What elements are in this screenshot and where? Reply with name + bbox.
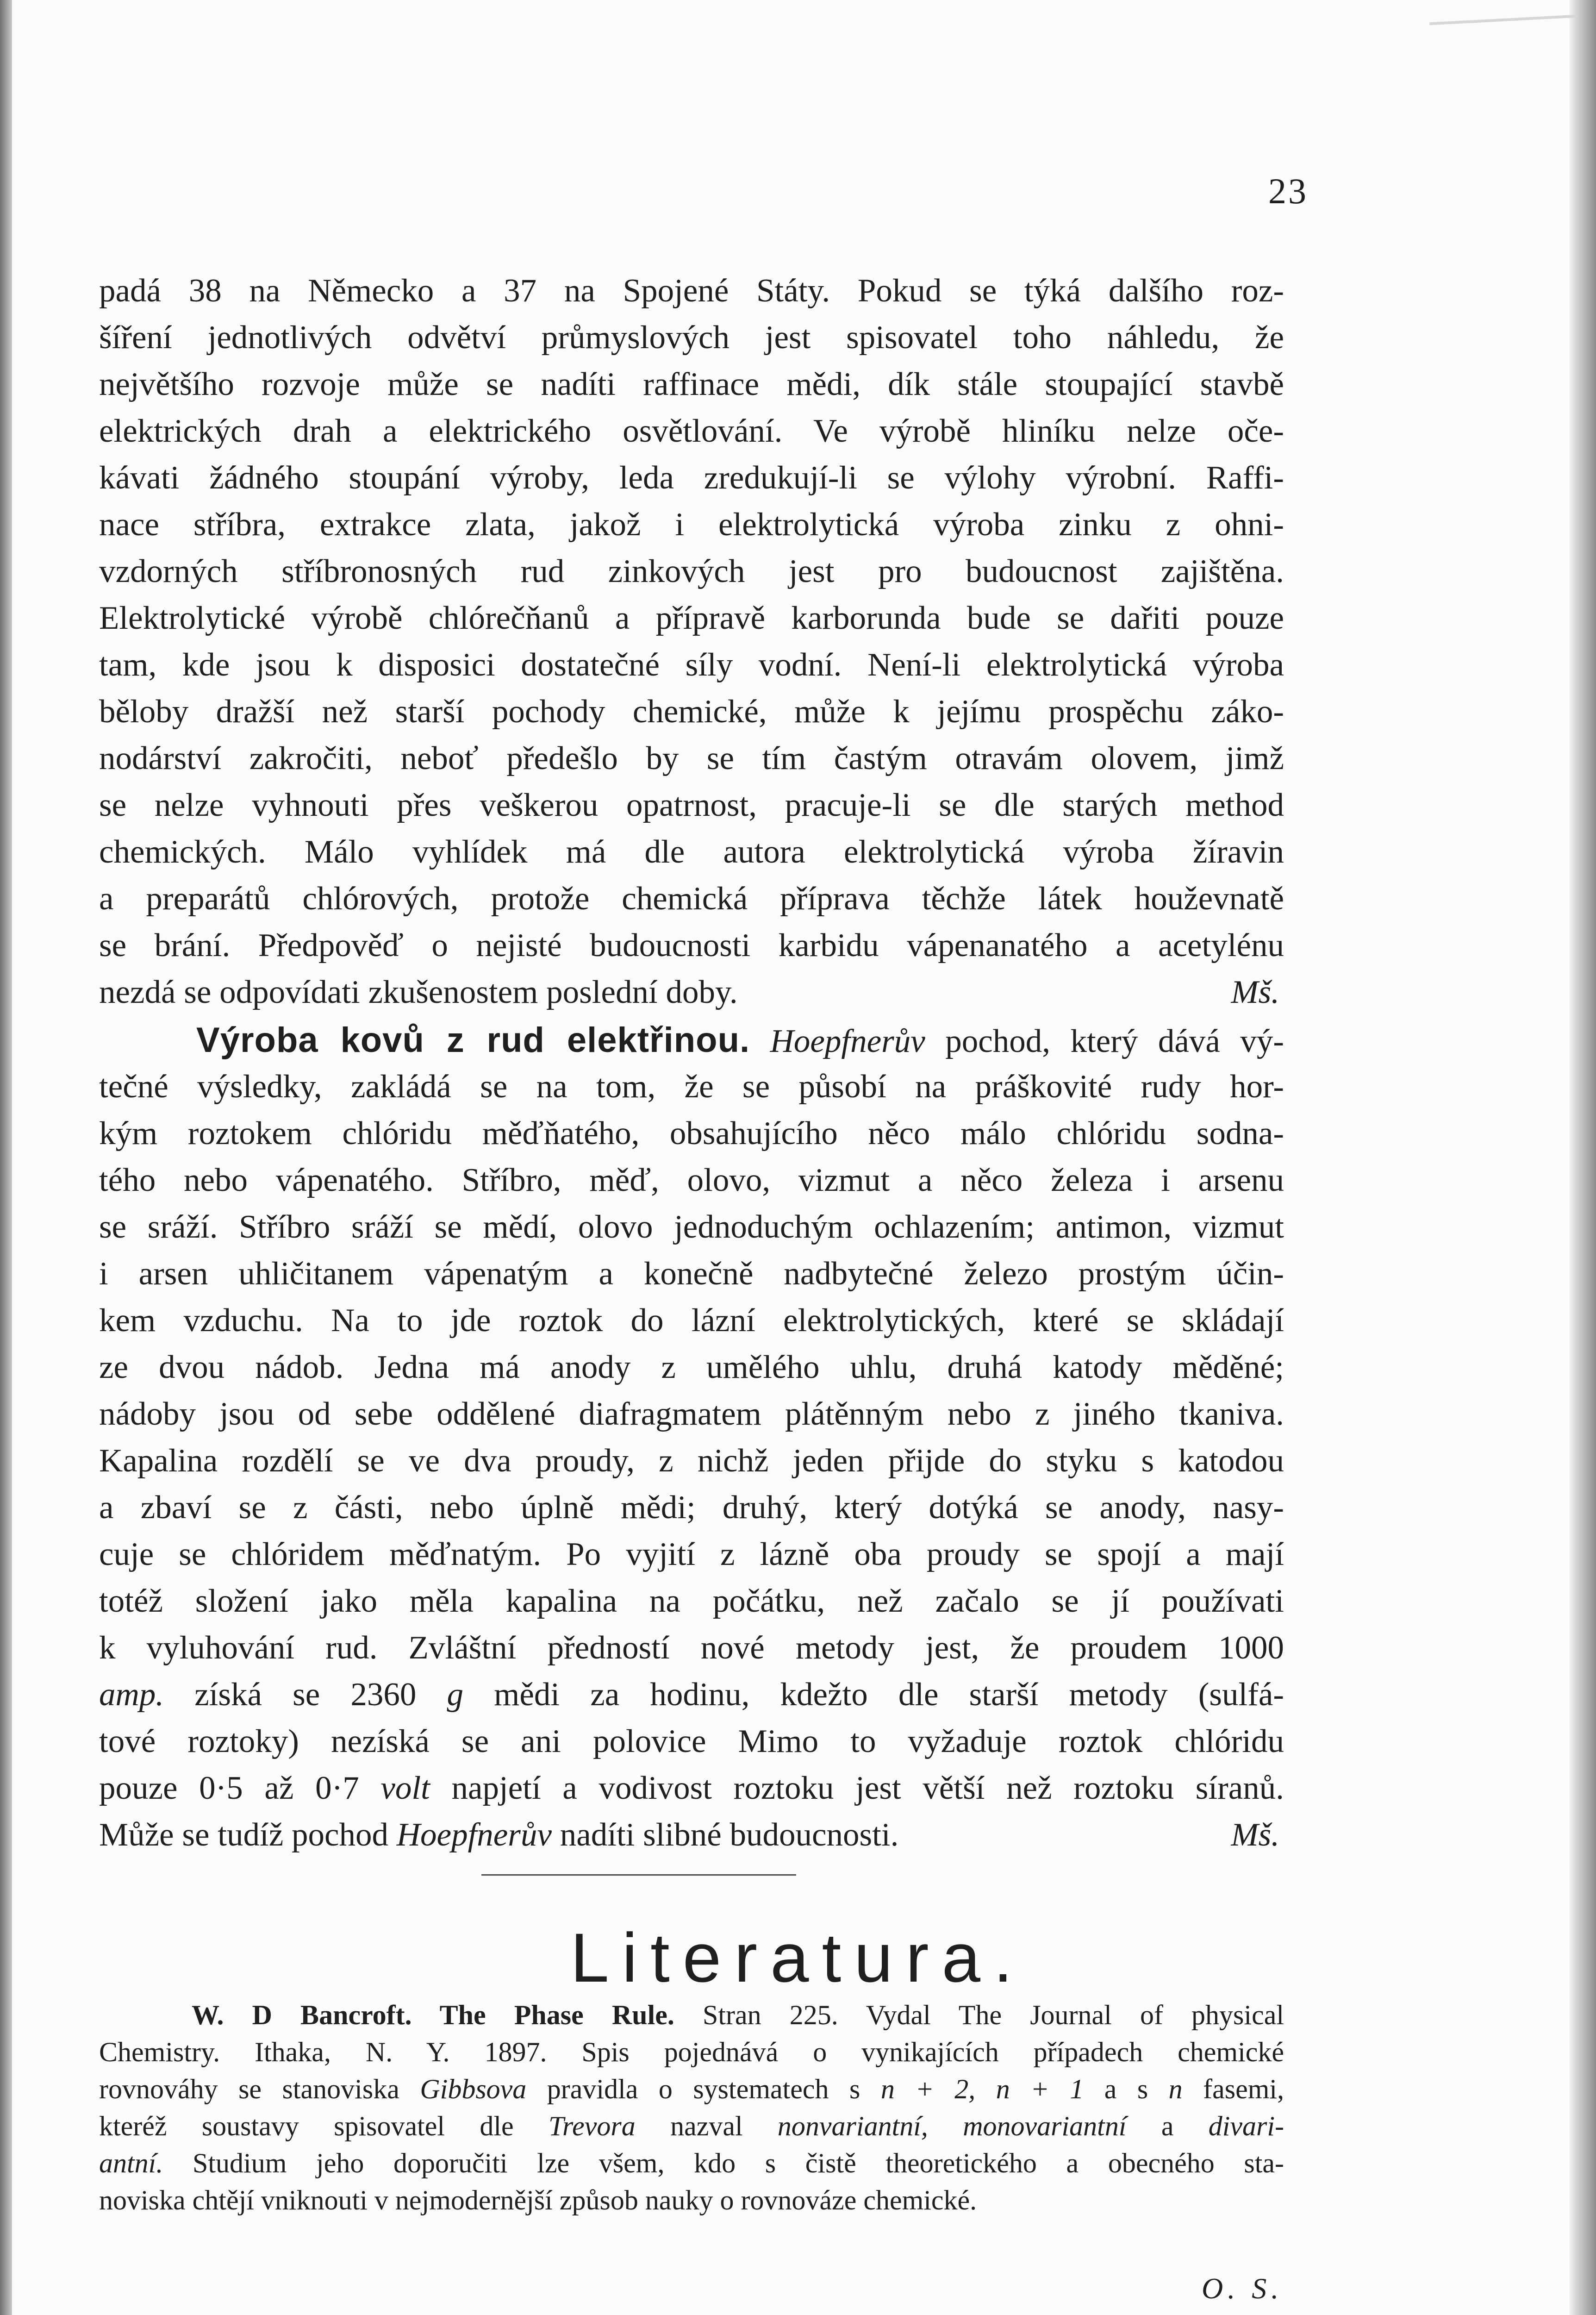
text-run: Studium jeho doporučiti lze všem, kdo s čistě theoretického a obecného sta- <box>193 2148 1284 2178</box>
text-line: tam, kde jsou k disposici dostatečné síly vodní. Není-li elektrolytická výroba <box>99 647 1284 683</box>
unit-italic: amp. <box>99 1677 164 1713</box>
formula-italic: n + 2, <box>880 2074 976 2104</box>
text-line: k vyluhování rud. Zvláštní předností nové metody jest, že proudem 1000 <box>99 1630 1284 1666</box>
text-line: totéž složení jako měla kapalina na počátku, než začalo se jí používati <box>99 1583 1284 1619</box>
text-line <box>99 2108 1284 2145</box>
section-heading: Výroba kovů z rud elektřinou. <box>196 1020 750 1060</box>
text-line: se brání. Předpověď o nejisté budoucnosti karbidu vápenanatého a acetylénu <box>99 927 1284 964</box>
page-number: 23 <box>1268 171 1308 211</box>
text-run: nadíti slibné budoucnosti. <box>560 1817 899 1853</box>
text-line <box>99 1996 1284 2033</box>
reference-title: W. D Bancroft. The Phase Rule. <box>192 2000 674 2030</box>
text-line: největšího rozvoje může se nadíti raffinace mědi, dík stále stoupající stavbě <box>99 366 1284 402</box>
text-line <box>99 2145 1284 2182</box>
paragraph-metal-production <box>99 1017 1284 1858</box>
text-run: rovnováhy se stanoviska <box>99 2074 399 2104</box>
text-run: nezdá se odpovídati zkušenostem poslední doby. <box>99 974 738 1010</box>
literature-title: Literatura. <box>570 1919 1026 1996</box>
reviewer-initials: O. S. <box>1202 2272 1284 2305</box>
author-signature: Mš. <box>1231 974 1279 1010</box>
text-run: napjetí a vodivost roztoku jest větší než roztoku síranů. <box>451 1770 1284 1806</box>
text-line <box>99 1812 1284 1858</box>
text-run: nazval <box>670 2111 743 2141</box>
text-run: kteréž soustavy spisovatel dle <box>99 2111 514 2141</box>
text-line: tečné výsledky, zakládá se na tom, že se působí na práškovité rudy hor- <box>99 1069 1284 1105</box>
text-run: získá se 2360 <box>194 1677 417 1713</box>
text-line: kým roztokem chlóridu měďňatého, obsahujícího něco málo chlóridu sodna- <box>99 1115 1284 1151</box>
text-run: pravidla o systematech s <box>547 2074 860 2104</box>
text-line <box>99 1765 1284 1812</box>
text-line: chemických. Málo vyhlídek má dle autora elektrolytická výroba žíravin <box>99 834 1284 870</box>
text-line: kem vzduchu. Na to jde roztok do lázní elektrolytických, které se skládají <box>99 1302 1284 1339</box>
section-divider <box>481 1874 796 1876</box>
text-line: šíření jednotlivých odvětví průmyslových jest spisovatel toho náhledu, že <box>99 319 1284 356</box>
text-line <box>99 2071 1284 2108</box>
unit-italic: g <box>447 1677 464 1713</box>
text-line: padá 38 na Německo a 37 na Spojené Státy. Pokud se týká dalšího roz- <box>99 273 1284 309</box>
text-line <box>99 969 1284 1016</box>
formula-italic: n <box>1168 2074 1183 2104</box>
text-line: nodárství zakročiti, neboť předešlo by se tím častým otravám olovem, jimž <box>99 740 1284 776</box>
text-line: běloby dražší než starší pochody chemické, může k jejímu prospěchu záko- <box>99 694 1284 730</box>
text-line: noviska chtějí vniknouti v nejmodernější způsob nauky o rovnováze chemické. <box>99 2185 977 2215</box>
text-run: pochod, který dává vý- <box>945 1023 1284 1059</box>
author-signature: Mš. <box>1231 1817 1279 1853</box>
name-italic: Hoepfnerův <box>770 1023 925 1059</box>
text-line: a preparátů chlórových, protože chemická příprava těchže látek houževnatě <box>99 881 1284 917</box>
text-line: elektrických drah a elektrického osvětlování. Ve výrobě hliníku nelze oče- <box>99 413 1284 449</box>
term-italic: antní. <box>99 2148 163 2178</box>
text-line: se nelze vyhnouti přes veškerou opatrnost, pracuje-li se dle starých method <box>99 787 1284 823</box>
text-run: Stran 225. Vydal The Journal of physical <box>703 2000 1284 2030</box>
text-line: nádoby jsou od sebe oddělené diafragmatem plátěnným nebo z jiného tkaniva. <box>99 1396 1284 1432</box>
text-line: Elektrolytické výrobě chlórečňanů a přípravě karborunda bude se dařiti pouze <box>99 600 1284 636</box>
text-run: mědi za hodinu, kdežto dle starší metody (sulfá- <box>494 1677 1284 1713</box>
text-line: se sráží. Stříbro sráží se mědí, olovo jednoduchým ochlazením; antimon, vizmut <box>99 1209 1284 1245</box>
literature-reference <box>99 1996 1284 2219</box>
unit-italic: volt <box>380 1770 430 1806</box>
text-run: a <box>1161 2111 1174 2141</box>
name-italic: Gibbsova <box>420 2074 527 2104</box>
term-italic: divari- <box>1208 2111 1284 2141</box>
text-run: pouze 0·5 až 0·7 <box>99 1770 359 1806</box>
text-line: vzdorných stříbronosných rud zinkových jest pro budoucnost zajištěna. <box>99 553 1284 589</box>
text-line: Kapalina rozdělí se ve dva proudy, z nichž jeden přijde do styku s katodou <box>99 1443 1284 1479</box>
text-line: cuje se chlóridem měďnatým. Po vyjití z lázně oba proudy se spojí a mají <box>99 1536 1284 1572</box>
text-line <box>99 1671 1284 1718</box>
text-run: Může se tudíž pochod <box>99 1817 389 1853</box>
text-line: nace stříbra, extrakce zlata, jakož i elektrolytická výroba zinku z ohni- <box>99 507 1284 543</box>
text-line: a zbaví se z části, nebo úplně mědi; druhý, který dotýká se anody, nasy- <box>99 1489 1284 1526</box>
text-line: Chemistry. Ithaka, N. Y. 1897. Spis pojednává o vynikajících případech chemické <box>99 2037 1284 2067</box>
text-line: tové roztoky) nezíská se ani polovice Mimo to vyžaduje roztok chlóridu <box>99 1723 1284 1759</box>
text-line: i arsen uhličitanem vápenatým a konečně nadbytečné železo prostým účin- <box>99 1256 1284 1292</box>
text-line: ze dvou nádob. Jedna má anody z umělého uhlu, druhá katody měděné; <box>99 1349 1284 1385</box>
name-italic: Trevora <box>548 2111 636 2141</box>
formula-italic: n + 1 <box>996 2074 1084 2104</box>
text-run: a s <box>1104 2074 1148 2104</box>
text-line: kávati žádného stoupání výroby, leda zredukují-li se výlohy výrobní. Raffi- <box>99 460 1284 496</box>
name-italic: Hoepfnerův <box>396 1817 552 1853</box>
text-line <box>99 1017 1284 1064</box>
text-run: fasemi, <box>1203 2074 1284 2104</box>
term-italic: nonvariantní, monovariantní <box>777 2111 1127 2141</box>
paragraph-electrochemistry-outlook <box>99 268 1284 1016</box>
text-line: tého nebo vápenatého. Stříbro, měď, olovo, vizmut a něco železa i arsenu <box>99 1162 1284 1198</box>
